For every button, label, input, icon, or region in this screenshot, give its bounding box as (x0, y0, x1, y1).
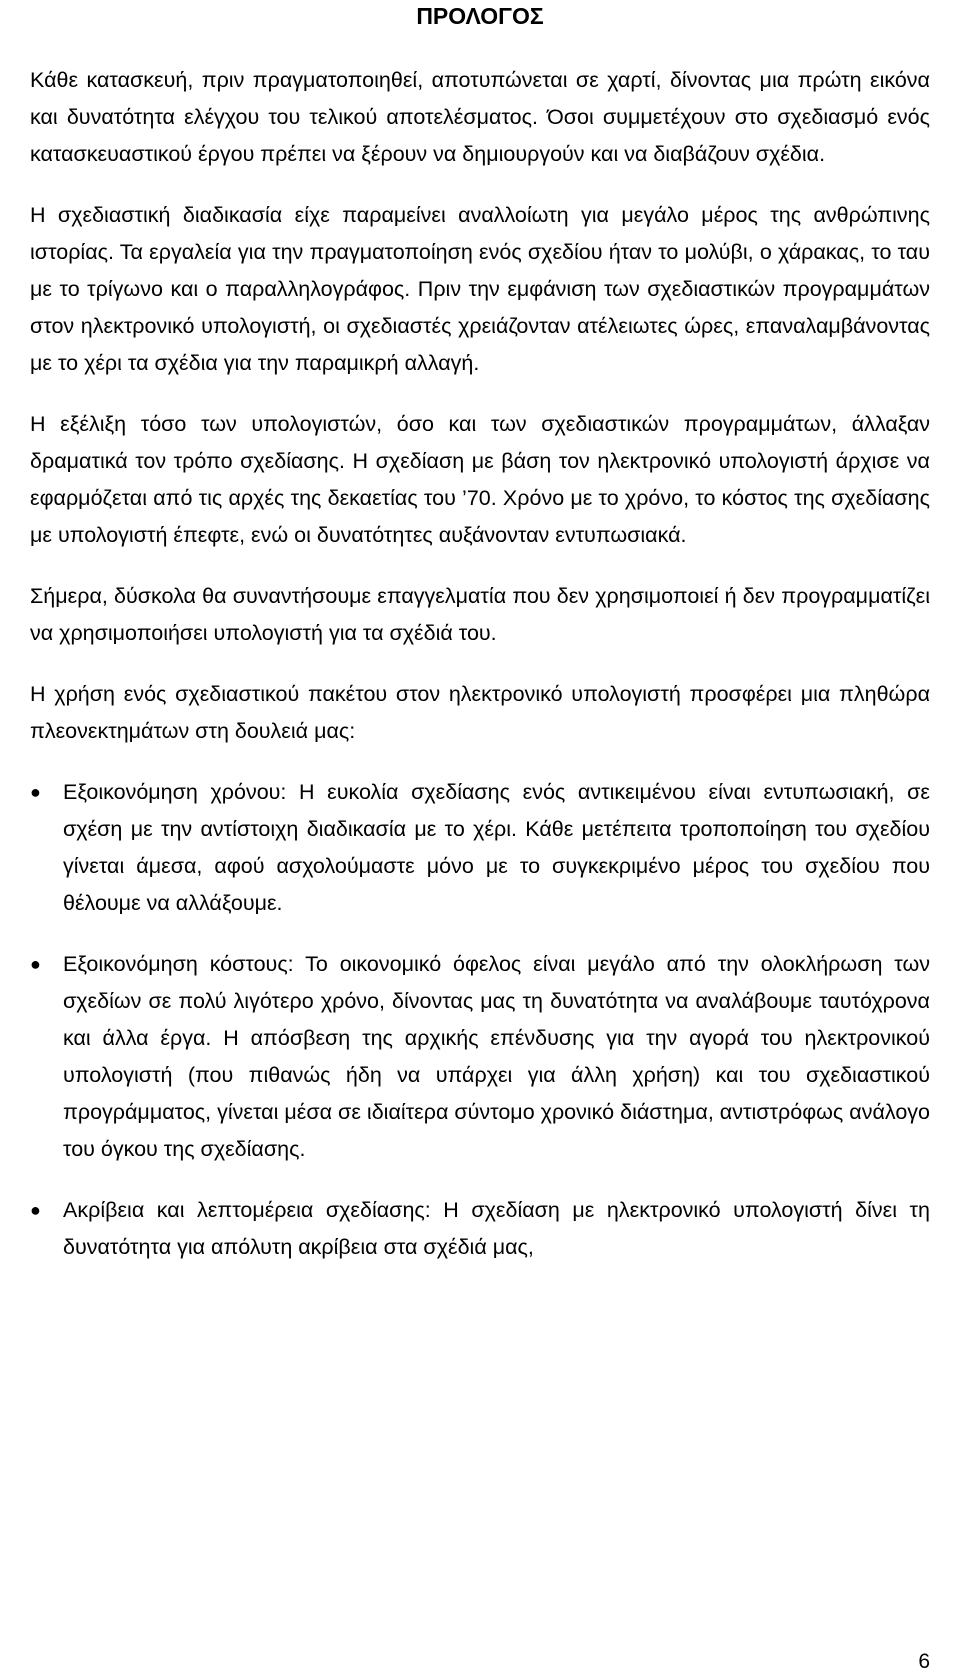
paragraph-evolution: Η εξέλιξη τόσο των υπολογιστών, όσο και των σχεδιαστικών προγραμμάτων, άλλαξαν δραματικά τον τρόπο σχεδίασης. Η σχεδίαση με βάση τον ηλεκτρονικό υπολογιστή άρχισε να εφαρμόζεται από τις αρχές της δεκαετίας του ’70. Χρόνο με το χρόνο, το κόστος της σχεδίασης με υπολογιστή έπεφτε, ενώ οι δυνατότητες αυξάνονταν εντυπωσιακά. (30, 412, 930, 547)
paragraph-advantages-intro: Η χρήση ενός σχεδιαστικού πακέτου στον ηλεκτρονικό υπολογιστή προσφέρει μια πληθώρα πλεονεκτημάτων στη δουλειά μας: (30, 682, 930, 743)
paragraph-intro: Κάθε κατασκευή, πριν πραγματοποιηθεί, αποτυπώνεται σε χαρτί, δίνοντας μια πρώτη εικόνα και δυνατότητα ελέγχου του τελικού αποτελέσματος. Όσοι συμμετέχουν στο σχεδιασμό ενός κατασκευαστικού έργου πρέπει να ξέρουν να δημιουργούν και να διαβάζουν σχέδια. (30, 68, 930, 166)
page-number: 6 (918, 1650, 930, 1673)
page-title: ΠΡΟΛΟΓΟΣ (416, 3, 544, 29)
bullet-icon: ● (30, 954, 41, 974)
list-item-text: Ακρίβεια και λεπτομέρεια σχεδίασης: Η σχεδίαση με ηλεκτρονικό υπολογιστή δίνει τη δυνατότητα για απόλυτη ακρίβεια στα σχέδιά μας, (63, 1198, 930, 1259)
list-item-text: Εξοικονόμηση χρόνου: Η ευκολία σχεδίασης ενός αντικειμένου είναι εντυπωσιακή, σε σχέση με την αντίστοιχη διαδικασία με το χέρι. Κάθε μετέπειτα τροποποίηση του σχεδίου γίνεται άμεσα, αφού ασχολούμαστε μόνο με το συγκεκριμένο μέρος του σχεδίου που θέλουμε να αλλάξουμε. (63, 780, 930, 915)
bullet-icon: ● (30, 782, 41, 802)
list-item (30, 774, 930, 922)
paragraph-history: Η σχεδιαστική διαδικασία είχε παραμείνει αναλλοίωτη για μεγάλο μέρος της ανθρώπινης ιστορίας. Τα εργαλεία για την πραγματοποίηση ενός σχεδίου ήταν το μολύβι, ο χάρακας, το ταυ με το τρίγωνο και ο παραλληλογράφος. Πριν την εμφάνιση των σχεδιαστικών προγραμμάτων στον ηλεκτρονικό υπολογιστή, οι σχεδιαστές χρειάζονταν ατέλειωτες ώρες, επαναλαμβάνοντας με το χέρι τα σχέδια για την παραμικρή αλλαγή. (30, 203, 930, 375)
list-item (30, 946, 930, 1168)
list-item (30, 1192, 930, 1266)
bullet-icon: ● (30, 1200, 41, 1220)
paragraph-today: Σήμερα, δύσκολα θα συναντήσουμε επαγγελματία που δεν χρησιμοποιεί ή δεν προγραμματίζει να χρησιμοποιήσει υπολογιστή για τα σχέδιά του. (30, 584, 930, 645)
list-item-text: Εξοικονόμηση κόστους: Το οικονομικό όφελος είναι μεγάλο από την ολοκλήρωση των σχεδίων σε πολύ λιγότερο χρόνο, δίνοντας μας τη δυνατότητα να αναλάβουμε ταυτόχρονα και άλλα έργα. Η απόσβεση της αρχικής επένδυσης για την αγορά του ηλεκτρονικού υπολογιστή (που πιθανώς ήδη να υπάρχει για άλλη χρήση) και του σχεδιαστικού προγράμματος, γίνεται μέσα σε ιδιαίτερα σύντομο χρονικό διάστημα, αντιστρόφως ανάλογο του όγκου της σχεδίασης. (63, 952, 930, 1161)
advantages-list (30, 774, 930, 1266)
